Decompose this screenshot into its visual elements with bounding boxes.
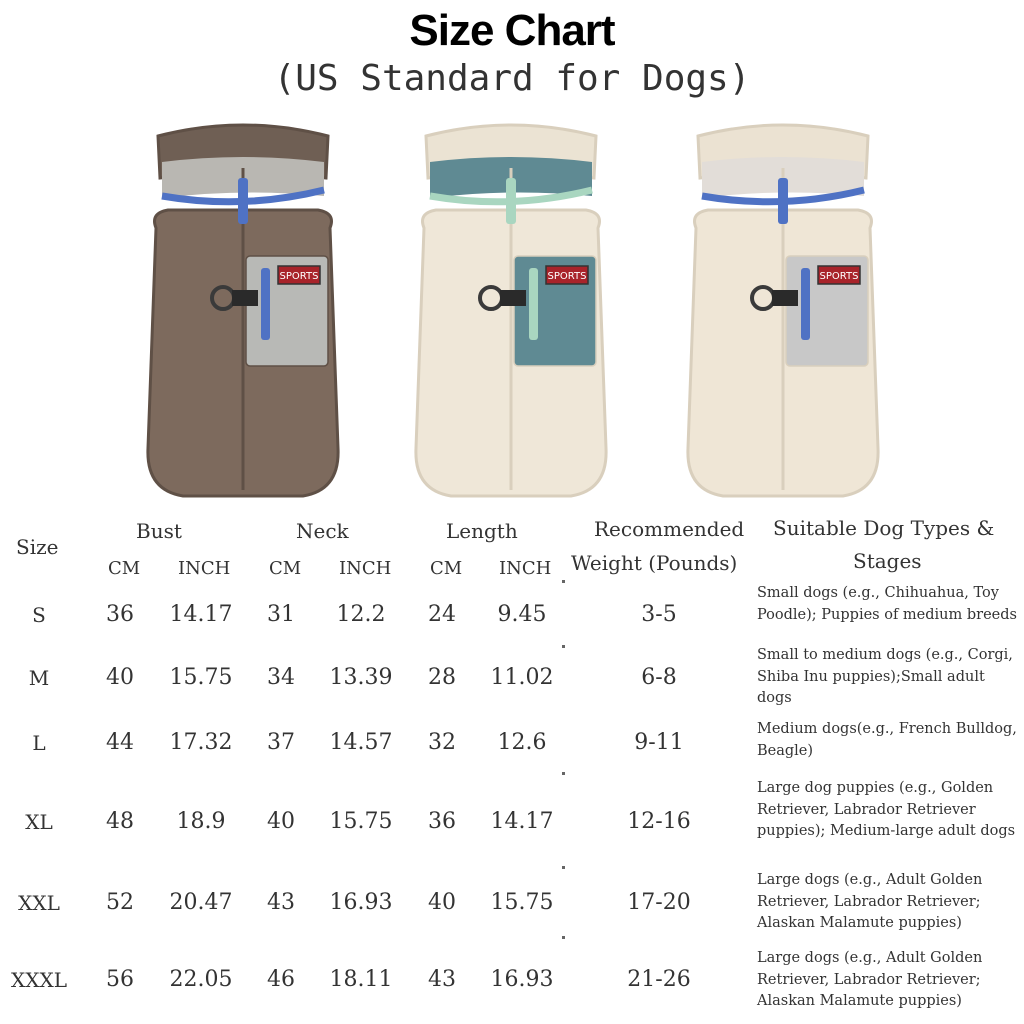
bust-inch-header: INCH: [178, 558, 231, 579]
cell-size: XL: [25, 810, 53, 834]
cell-neck-inch: 15.75: [329, 809, 393, 834]
cell-types: Medium dogs(e.g., French Bulldog, Beagle): [757, 721, 1017, 759]
row-marker: [562, 580, 565, 583]
cell-weight: 6-8: [641, 665, 677, 690]
cell-neck-inch: 16.93: [329, 890, 393, 915]
cell-size: M: [28, 666, 50, 690]
cell-bust-inch: 17.32: [169, 730, 233, 755]
size-header: Size: [16, 535, 59, 559]
cell-weight: 3-5: [641, 602, 677, 627]
cream-blue-vest-image: [668, 118, 898, 508]
cell-bust-inch: 15.75: [169, 665, 233, 690]
cell-types: Small to medium dogs (e.g., Corgi, Shiba Inu puppies);Small adult dogs: [757, 647, 1013, 706]
bust-header: Bust: [136, 519, 182, 543]
cell-bust-cm: 40: [106, 665, 134, 690]
cell-length-inch: 15.75: [490, 890, 554, 915]
weight-header-line1: Recommended: [594, 517, 745, 541]
row-marker: [562, 772, 565, 775]
cell-size: S: [32, 603, 46, 627]
cell-neck-inch: 14.57: [329, 730, 393, 755]
cell-length-inch: 9.45: [497, 602, 547, 627]
page-subtitle: (US Standard for Dogs): [273, 58, 751, 99]
cell-bust-cm: 44: [106, 730, 134, 755]
cell-bust-inch: 20.47: [169, 890, 233, 915]
cell-bust-cm: 56: [106, 967, 134, 992]
length-inch-header: INCH: [499, 558, 552, 579]
cell-size: XXL: [18, 891, 60, 915]
cell-neck-cm: 31: [267, 602, 295, 627]
cell-size: XXXL: [11, 968, 67, 992]
cell-weight: 12-16: [627, 809, 691, 834]
cell-bust-cm: 36: [106, 602, 134, 627]
cell-neck-inch: 13.39: [329, 665, 393, 690]
row-marker: [562, 936, 565, 939]
cell-types: Large dogs (e.g., Adult Golden Retriever, Labrador Retriever; Alaskan Malamute puppies): [757, 950, 983, 1009]
neck-cm-header: CM: [269, 558, 302, 579]
cell-length-cm: 36: [428, 809, 456, 834]
row-marker: [562, 866, 565, 869]
sports-badge-text: SPORTS: [819, 271, 859, 282]
harness-buckle: [500, 290, 526, 306]
weight-header-line2: Weight (Pounds): [571, 551, 738, 575]
cell-neck-cm: 34: [267, 665, 295, 690]
neck-inch-header: INCH: [339, 558, 392, 579]
cell-length-cm: 32: [428, 730, 456, 755]
zipper-pull: [238, 178, 248, 224]
length-header: Length: [446, 519, 518, 543]
cell-weight: 21-26: [627, 967, 691, 992]
zipper-pull: [506, 178, 516, 224]
cell-neck-cm: 40: [267, 809, 295, 834]
cell-length-cm: 43: [428, 967, 456, 992]
product-images: [0, 110, 1024, 510]
cell-types: Large dog puppies (e.g., Golden Retriever, Labrador Retriever puppies); Medium-large adult dogs: [757, 780, 1016, 839]
cell-length-cm: 24: [428, 602, 456, 627]
sports-badge-text: SPORTS: [279, 271, 319, 282]
cell-size: L: [32, 731, 46, 755]
cell-length-inch: 14.17: [490, 809, 554, 834]
pocket-loop: [529, 268, 538, 340]
length-cm-header: CM: [430, 558, 463, 579]
cell-weight: 17-20: [627, 890, 691, 915]
types-header-line2: Stages: [853, 549, 922, 573]
row-marker: [562, 645, 565, 648]
harness-buckle: [232, 290, 258, 306]
cell-length-inch: 11.02: [490, 665, 554, 690]
pocket-loop: [261, 268, 270, 340]
cell-neck-cm: 43: [267, 890, 295, 915]
cell-bust-inch: 22.05: [169, 967, 233, 992]
cell-weight: 9-11: [634, 730, 684, 755]
cream-teal-vest-image: [396, 118, 626, 508]
cell-neck-inch: 12.2: [336, 602, 386, 627]
cell-types: Small dogs (e.g., Chihuahua, Toy Poodle); Puppies of medium breeds: [757, 585, 1017, 623]
zipper-pull: [778, 178, 788, 224]
cell-bust-inch: 18.9: [176, 809, 226, 834]
cell-types: Large dogs (e.g., Adult Golden Retriever, Labrador Retriever; Alaskan Malamute puppies): [757, 872, 983, 931]
sports-badge-text: SPORTS: [547, 271, 587, 282]
cell-length-cm: 28: [428, 665, 456, 690]
neck-header: Neck: [296, 519, 349, 543]
cell-neck-cm: 37: [267, 730, 295, 755]
bust-cm-header: CM: [108, 558, 141, 579]
cell-bust-cm: 48: [106, 809, 134, 834]
cell-bust-inch: 14.17: [169, 602, 233, 627]
cell-length-inch: 12.6: [497, 730, 547, 755]
cell-neck-inch: 18.11: [329, 967, 393, 992]
cell-neck-cm: 46: [267, 967, 295, 992]
page-title: Size Chart: [409, 6, 615, 55]
pocket-loop: [801, 268, 810, 340]
harness-buckle: [772, 290, 798, 306]
brown-vest-image: [128, 118, 358, 508]
cell-length-inch: 16.93: [490, 967, 554, 992]
cell-length-cm: 40: [428, 890, 456, 915]
cell-bust-cm: 52: [106, 890, 134, 915]
types-header-line1: Suitable Dog Types &: [773, 516, 995, 540]
